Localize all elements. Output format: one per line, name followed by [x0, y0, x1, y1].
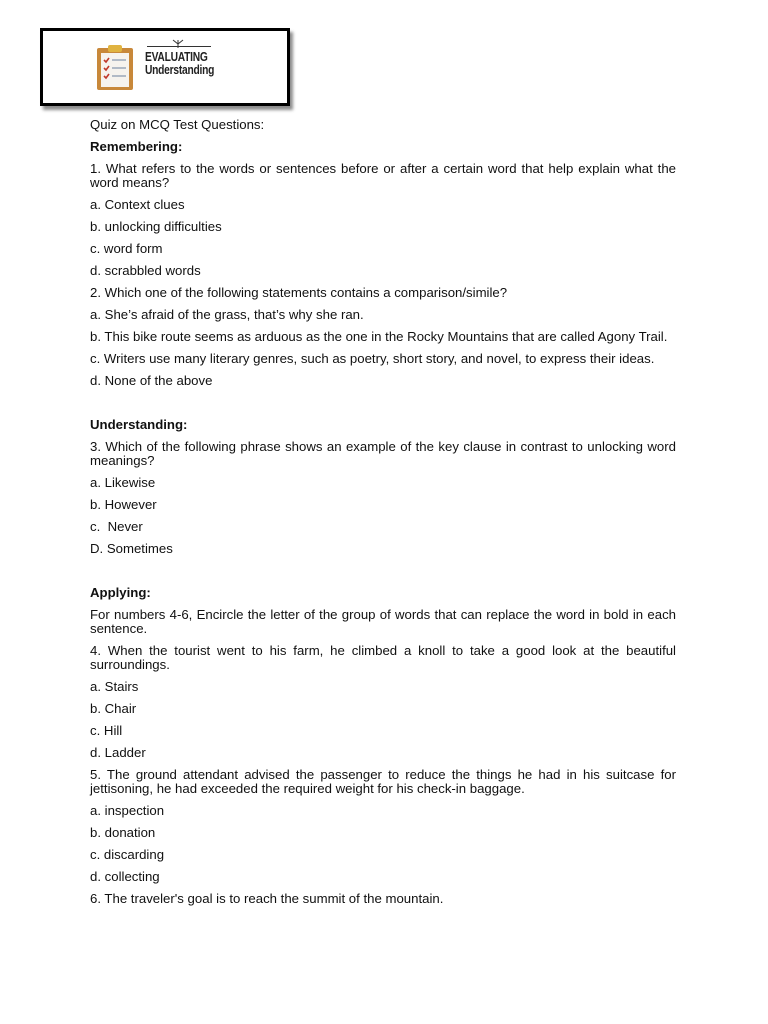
- quiz-title: Quiz on MCQ Test Questions:: [90, 117, 265, 132]
- q2-option-d: d. None of the above: [90, 373, 213, 388]
- q2-option-a: a. She’s afraid of the grass, that’s why she ran.: [90, 307, 364, 322]
- q5-option-d: d. collecting: [90, 869, 160, 884]
- banner-title: [145, 51, 214, 77]
- q3-option-d: D. Sometimes: [90, 541, 173, 556]
- banner-divider: [147, 46, 211, 47]
- clipboard-checklist-icon: [95, 43, 135, 91]
- q1-option-b: b. unlocking difficulties: [90, 219, 222, 234]
- q5-option-b: b. donation: [90, 825, 156, 840]
- question-1: 1. What refers to the words or sentences before or after a certain word that help explain what the word means?: [90, 161, 676, 190]
- question-6: 6. The traveler's goal is to reach the summit of the mountain.: [90, 891, 444, 906]
- q1-option-d: d. scrabbled words: [90, 263, 201, 278]
- q5-option-c: c. discarding: [90, 847, 165, 862]
- question-2: 2. Which one of the following statements contains a comparison/simile?: [90, 285, 508, 300]
- section-heading-applying: Applying:: [90, 585, 151, 600]
- banner-title-line1: EVALUATING: [145, 50, 208, 64]
- q3-option-c: c. Never: [90, 519, 143, 534]
- section-spacer: [90, 564, 676, 586]
- q4-option-a: a. Stairs: [90, 679, 139, 694]
- banner-title-line2: Understanding: [145, 63, 215, 77]
- q2-option-c: c. Writers use many literary genres, such as poetry, short story, and novel, to express their ideas.: [90, 351, 655, 366]
- question-3: 3. Which of the following phrase shows an example of the key clause in contrast to unlocking word meanings?: [90, 439, 676, 468]
- q1-option-a: a. Context clues: [90, 197, 185, 212]
- section-heading-remembering: Remembering:: [90, 139, 183, 154]
- q4-option-d: d. Ladder: [90, 745, 146, 760]
- section-spacer: [90, 396, 676, 418]
- evaluating-understanding-banner: [40, 28, 290, 106]
- q4-option-b: b. Chair: [90, 701, 137, 716]
- q3-option-b: b. However: [90, 497, 157, 512]
- question-4: 4. When the tourist went to his farm, he climbed a knoll to take a good look at the beautiful surroundings.: [90, 643, 676, 672]
- q2-option-b: b. This bike route seems as arduous as the one in the Rocky Mountains that are called Agony Trail.: [90, 329, 668, 344]
- applying-instructions: For numbers 4-6, Encircle the letter of the group of words that can replace the word in bold in each sentence.: [90, 607, 676, 636]
- q3-option-a: a. Likewise: [90, 475, 156, 490]
- section-heading-understanding: Understanding:: [90, 417, 188, 432]
- quiz-content: [90, 118, 676, 914]
- q1-option-c: c. word form: [90, 241, 163, 256]
- q4-option-c: c. Hill: [90, 723, 123, 738]
- q5-option-a: a. inspection: [90, 803, 165, 818]
- question-5: 5. The ground attendant advised the passenger to reduce the things he had in his suitcase for jettisoning, he had exceeded the required weight for his check-in baggage.: [90, 767, 676, 796]
